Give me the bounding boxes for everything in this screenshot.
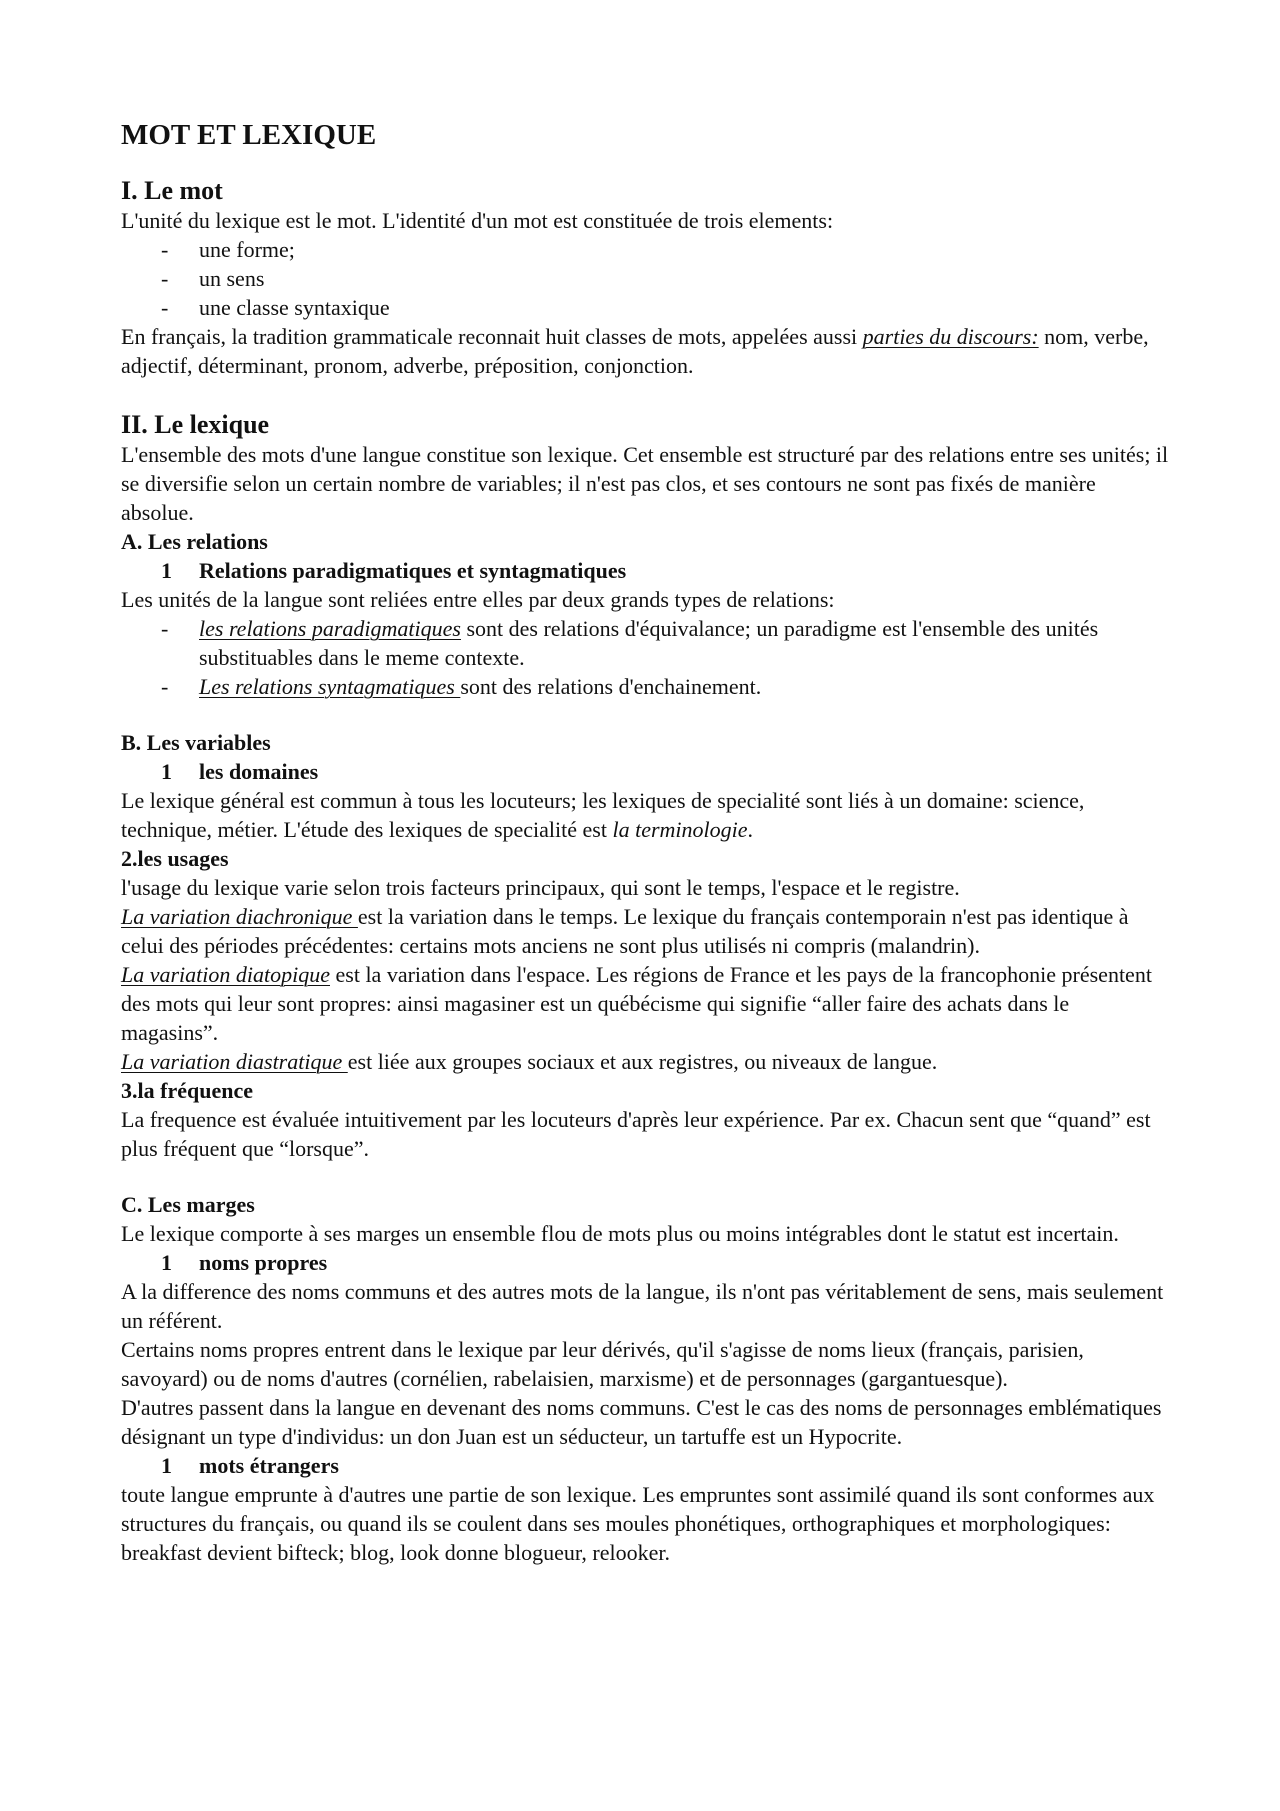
section-heading-le-mot: I. Le mot	[121, 176, 223, 205]
underlined-term: les relations paradigmatiques	[199, 616, 461, 641]
dash-bullet: -	[161, 237, 169, 262]
paragraph: Le lexique général est commun à tous les locuteurs; les lexiques de specialité sont liés à un domaine: science, technique, métier. L'étude des lexiques de specialité est la terminologie.	[121, 788, 1085, 842]
paragraph: l'usage du lexique varie selon trois facteurs principaux, qui sont le temps, l'espace et le registre.	[121, 875, 960, 900]
paragraph: La variation diastratique est liée aux groupes sociaux et aux registres, ou niveaux de langue.	[121, 1049, 938, 1074]
dash-bullet: -	[161, 266, 169, 291]
document-page	[121, 118, 1171, 1567]
paragraph: Certains noms propres entrent dans le lexique par leur dérivés, qu'il s'agisse de noms lieux (français, parisien, savoyard) ou de noms d'autres (cornélien, rabelaisien, marxisme) et de personnages (gargantuesque).	[121, 1337, 1084, 1391]
paragraph: La variation diachronique est la variation dans le temps. Le lexique du français contemporain n'est pas identique à celui des périodes précédentes: certains mots anciens ne sont plus utilisés ni compris (malandrin).	[121, 904, 1129, 958]
paragraph: Le lexique comporte à ses marges un ensemble flou de mots plus ou moins intégrables dont le statut est incertain.	[121, 1221, 1119, 1246]
underlined-term: La variation diatopique	[121, 962, 330, 987]
paragraph: L'ensemble des mots d'une langue constitue son lexique. Cet ensemble est structuré par des relations entre ses unités; il se diversifie selon un certain nombre de variables; il n'est pas clos, et ses contours ne sont pas fixés de manière absolue.	[121, 442, 1169, 525]
subheading-frequence: 3.la fréquence	[121, 1078, 253, 1103]
paragraph: A la difference des noms communs et des autres mots de la langue, ils n'ont pas véritablement de sens, mais seulement un référent.	[121, 1279, 1164, 1333]
paragraph: Les unités de la langue sont reliées entre elles par deux grands types de relations:	[121, 587, 835, 612]
document-title: MOT ET LEXIQUE	[121, 119, 377, 151]
list-item: - une forme;	[161, 237, 295, 262]
paragraph: La frequence est évaluée intuitivement par les locuteurs d'après leur expérience. Par ex. Chacun sent que “quand” est plus fréquent que “lorsque”.	[121, 1107, 1151, 1161]
paragraph: La variation diatopique est la variation dans l'espace. Les régions de France et les pays de la francophonie présentent des mots qui leur sont propres: ainsi magasiner est un québécisme qui signifie “aller faire des achats dans le magasins”.	[121, 962, 1152, 1045]
underlined-term: La variation diachronique	[121, 904, 358, 929]
bullet-list	[121, 235, 1171, 322]
subheading-usages: 2.les usages	[121, 846, 229, 871]
numbered-heading: 1 Relations paradigmatiques et syntagmatiques	[161, 558, 627, 583]
numbered-heading: 1 les domaines	[161, 759, 319, 784]
dash-bullet: -	[161, 616, 169, 641]
paragraph: toute langue emprunte à d'autres une partie de son lexique. Les empruntes sont assimilé quand ils sont conformes aux structures du français, ou quand ils se coulent dans ses moules phonétiques, orthographiques et morphologiques: breakfast devient bifteck; blog, look donne blogueur, relooker.	[121, 1482, 1155, 1565]
paragraph: En français, la tradition grammaticale reconnait huit classes de mots, appelées aussi parties du discours: nom, verbe, adjectif, déterminant, pronom, adverbe, préposition, conjonction.	[121, 324, 1149, 378]
dash-bullet: -	[161, 674, 169, 699]
underlined-term: parties du discours:	[862, 324, 1039, 349]
subsection-heading-marges: C. Les marges	[121, 1192, 255, 1217]
dash-bullet: -	[161, 295, 169, 320]
italic-term: la terminologie	[612, 817, 748, 842]
list-item: - les relations paradigmatiques sont des relations d'équivalance; un paradigme est l'ensemble des unités substituables dans le meme contexte.	[161, 616, 1099, 670]
numbered-heading: 1 noms propres	[161, 1250, 328, 1275]
bullet-list	[121, 614, 1171, 701]
subsection-heading-relations: A. Les relations	[121, 529, 268, 554]
underlined-term: Les relations syntagmatiques	[199, 674, 461, 699]
subsection-heading-variables: B. Les variables	[121, 730, 271, 755]
list-item: - Les relations syntagmatiques sont des relations d'enchainement.	[161, 674, 762, 699]
numbered-heading: 1 mots étrangers	[161, 1453, 339, 1478]
underlined-term: La variation diastratique	[121, 1049, 348, 1074]
list-item: - une classe syntaxique	[161, 295, 390, 320]
paragraph: D'autres passent dans la langue en devenant des noms communs. C'est le cas des noms de personnages emblématiques désignant un type d'individus: un don Juan est un séducteur, un tartuffe est un Hypocrite.	[121, 1395, 1162, 1449]
list-item: - un sens	[161, 266, 265, 291]
section-heading-le-lexique: II. Le lexique	[121, 410, 270, 439]
paragraph: L'unité du lexique est le mot. L'identité d'un mot est constituée de trois elements:	[121, 208, 834, 233]
